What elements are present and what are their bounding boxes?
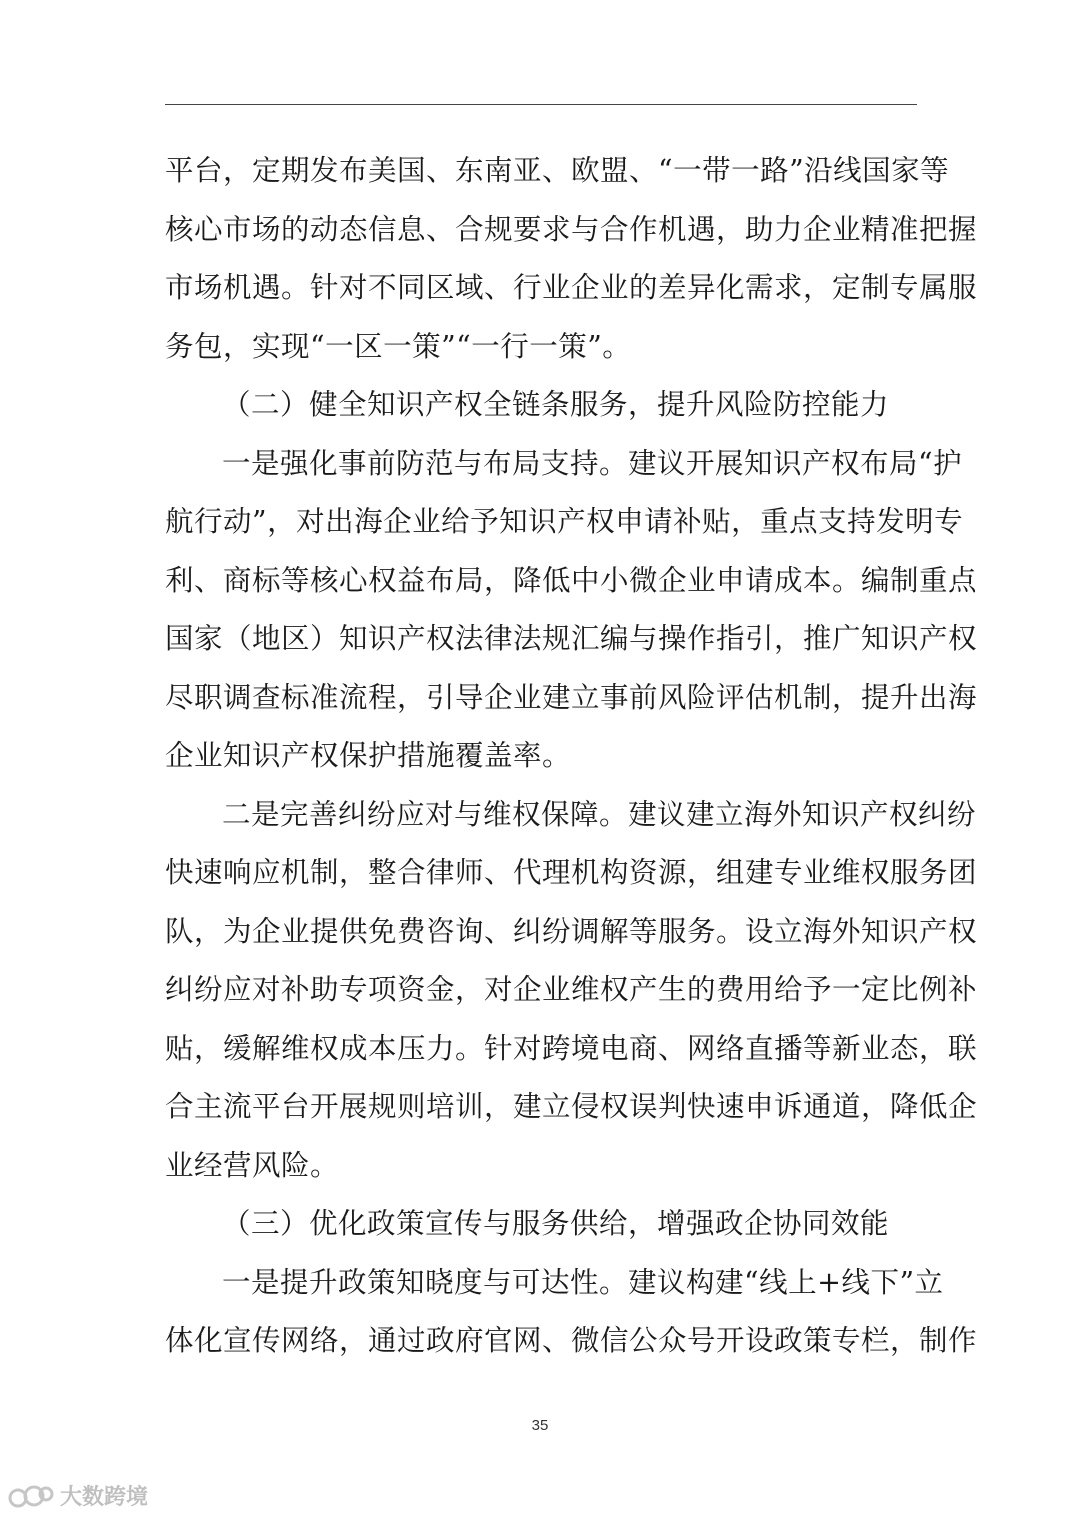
text-line: 业经营风险。 xyxy=(165,1148,340,1182)
text-line: 一是强化事前防范与布局支持。建议开展知识产权布局“护 xyxy=(222,446,963,480)
text-line: 队，为企业提供免费咨询、纠纷调解等服务。设立海外知识产权 xyxy=(165,914,978,948)
section-heading: （三）优化政策宣传与服务供给，增强政企协同效能 xyxy=(222,1207,890,1240)
text-line: 核心市场的动态信息、合规要求与合作机遇，助力企业精准把握 xyxy=(165,212,978,246)
text-line: 航行动”，对出海企业给予知识产权申请补贴，重点支持发明专 xyxy=(165,505,964,538)
brand-logo-icon xyxy=(8,1481,54,1511)
text-line: 体化宣传网络，通过政府官网、微信公众号开设政策专栏，制作 xyxy=(165,1324,978,1357)
watermark-text: 大数跨境 xyxy=(60,1485,149,1510)
text-line: 快速响应机制，整合律师、代理机构资源，组建专业维权服务团 xyxy=(165,856,978,889)
text-line: 二是完善纠纷应对与维权保障。建议建立海外知识产权纠纷 xyxy=(222,797,977,831)
text-line: 务包，实现“一区一策”“一行一策”。 xyxy=(165,329,632,363)
text-line: 利、商标等核心权益布局，降低中小微企业申请成本。编制重点 xyxy=(165,563,978,597)
text-line: 平台，定期发布美国、东南亚、欧盟、“一带一路”沿线国家等 xyxy=(165,154,950,187)
text-line: 合主流平台开展规则培训，建立侵权误判快速申诉通道，降低企 xyxy=(165,1090,978,1123)
text-line: 企业知识产权保护措施覆盖率。 xyxy=(165,739,572,772)
document-body xyxy=(165,142,978,1371)
header-rule xyxy=(165,104,917,105)
text-line: 一是提升政策知晓度与可达性。建议构建“线上+线下”立 xyxy=(222,1265,944,1299)
watermark xyxy=(8,1480,148,1511)
section-heading: （二）健全知识产权全链条服务，提升风险防控能力 xyxy=(222,388,890,421)
page-number: 35 xyxy=(531,1417,549,1434)
text-line: 纠纷应对补助专项资金，对企业维权产生的费用给予一定比例补 xyxy=(165,973,978,1006)
text-line: 尽职调查标准流程，引导企业建立事前风险评估机制，提升出海 xyxy=(165,680,978,714)
text-line: 国家（地区）知识产权法律法规汇编与操作指引，推广知识产权 xyxy=(165,622,978,655)
text-line: 贴，缓解维权成本压力。针对跨境电商、网络直播等新业态，联 xyxy=(165,1031,978,1065)
text-line: 市场机遇。针对不同区域、行业企业的差异化需求，定制专属服 xyxy=(165,271,978,304)
